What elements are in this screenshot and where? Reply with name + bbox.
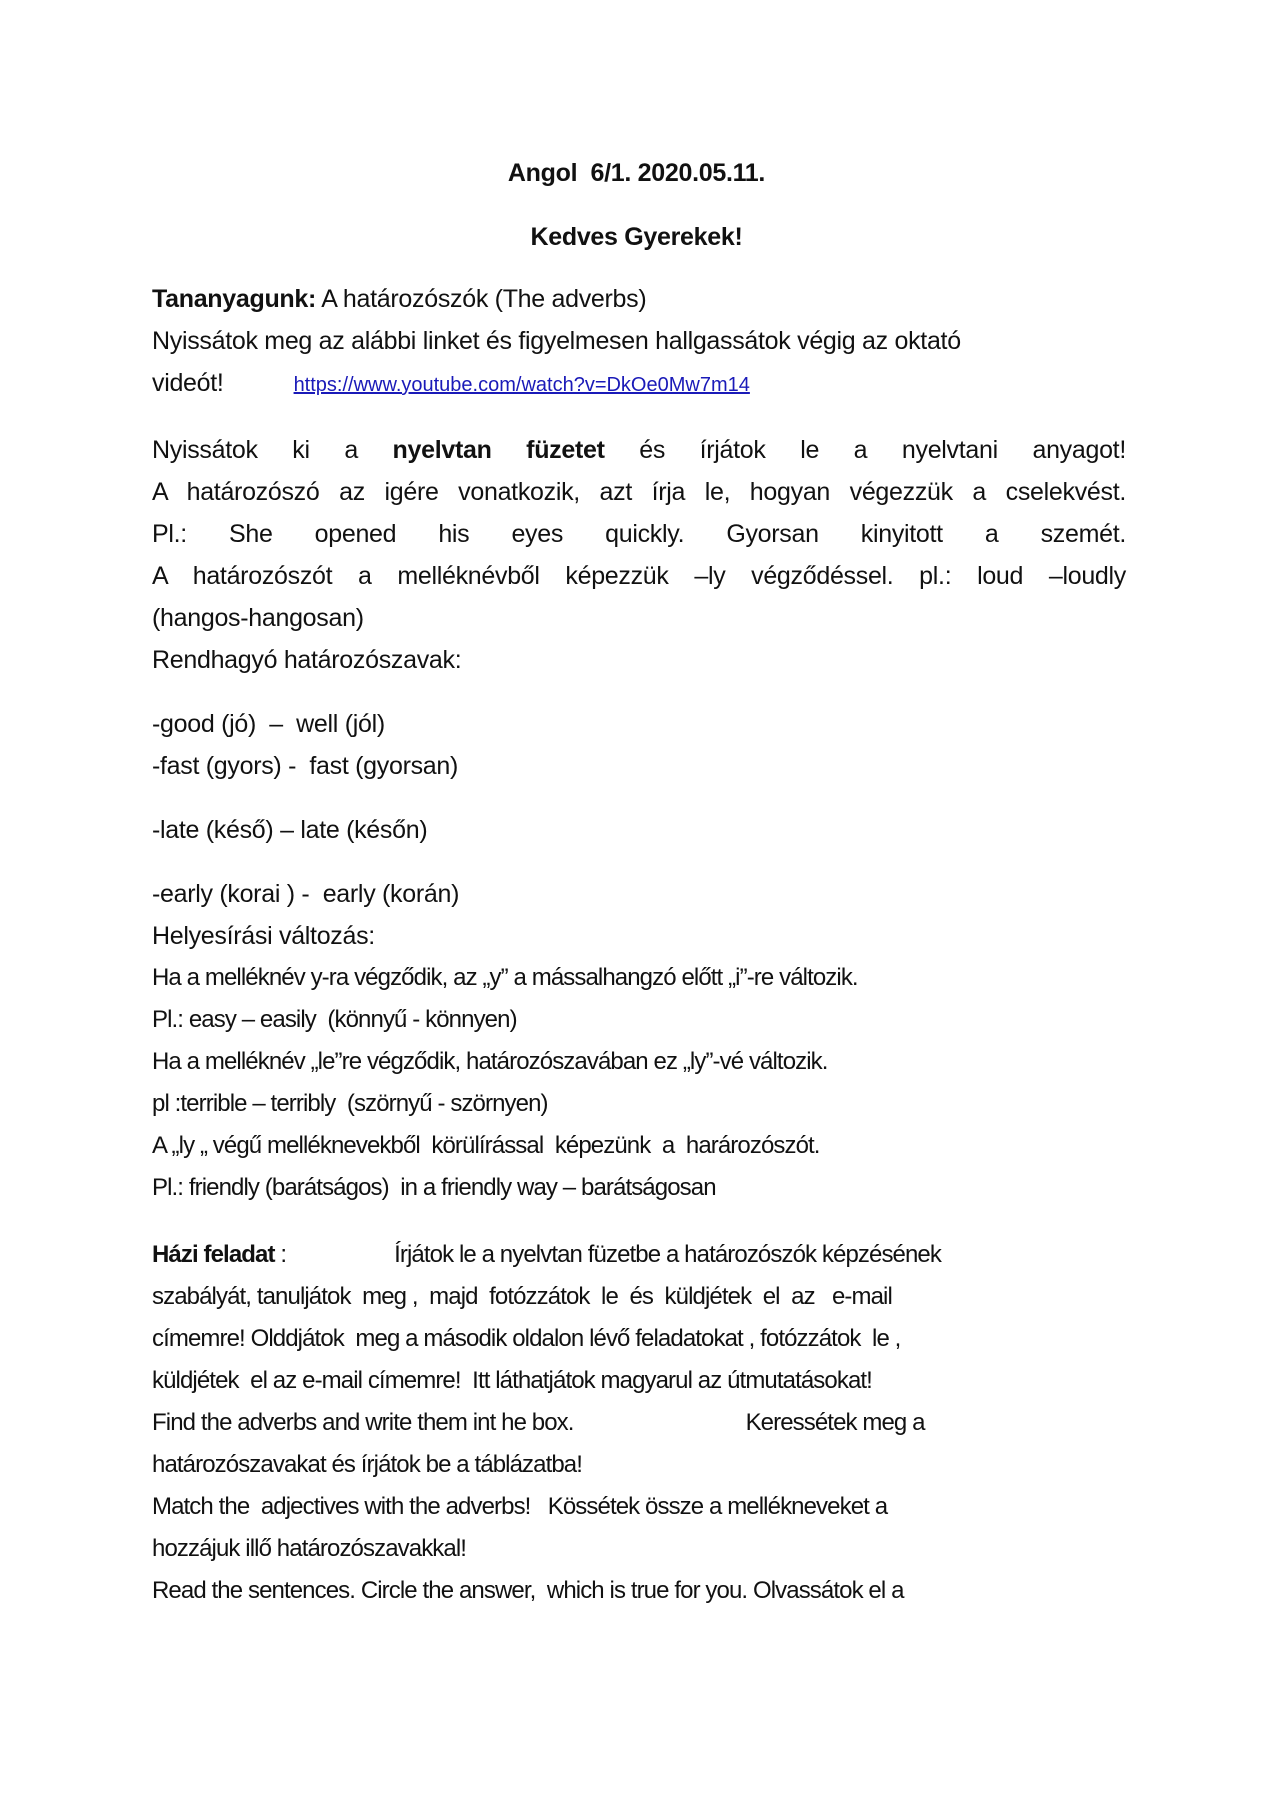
spelling-rule: A „ly „ végű melléknevekből körülírással képezünk a harározószót.	[152, 1132, 820, 1159]
homework-line-1	[152, 1240, 941, 1270]
topic-label: Tananyagunk:	[152, 285, 317, 313]
homework-text-1: Írjátok le a nyelvtan füzetbe a határozószók képzésének	[394, 1241, 941, 1268]
spelling-rule: Ha a melléknév y-ra végződik, az „y” a mássalhangzó előtt „i”-re változik.	[152, 964, 858, 991]
task-find-adverbs-hu: Keressétek meg a	[745, 1409, 925, 1436]
topic-line	[152, 284, 646, 314]
homework-label: Házi feladat	[152, 1241, 275, 1268]
example-english: Pl.: She opened his eyes quickly.	[152, 520, 685, 548]
irregular-item: -late (késő) – late (későn)	[152, 816, 428, 844]
grammar-line-1	[152, 435, 1126, 465]
spelling-rule: Ha a melléknév „le”re végződik, határozószavában ez „ly”-vé változik.	[152, 1048, 828, 1075]
irregular-heading: Rendhagyó határozószavak:	[152, 646, 462, 674]
instruction-videot: videót!	[152, 369, 224, 397]
homework-line-4: küldjétek el az e-mail címemre! Itt láthatjátok magyarul az útmutatásokat!	[152, 1367, 872, 1394]
task-find-adverbs: Find the adverbs and write them int he box.	[152, 1409, 574, 1436]
greeting: Kedves Gyerekek!	[530, 223, 743, 251]
grammar-bold-notebook: nyelvtan füzetet	[392, 436, 605, 464]
homework-line-6: határozószavakat és írjátok be a táblázatba!	[152, 1451, 583, 1478]
homework-line-8: hozzájuk illő határozószavakkal!	[152, 1535, 467, 1562]
grammar-line-1-pre: Nyissátok ki a	[152, 436, 393, 464]
instruction-line-2	[152, 368, 750, 400]
grammar-line-3	[152, 519, 1126, 549]
irregular-item: -good (jó) – well (jól)	[152, 710, 385, 738]
example-hungarian: Gyorsan kinyitott a szemét.	[726, 520, 1126, 548]
homework-line-5	[152, 1408, 925, 1438]
grammar-line-1-post: és írjátok le a nyelvtani anyagot!	[604, 436, 1126, 464]
grammar-line-2: A határozószó az igére vonatkozik, azt írja le, hogyan végezzük a cselekvést.	[152, 478, 1126, 506]
homework-line-3: címemre! Olddjátok meg a második oldalon lévő feladatokat , fotózzátok le ,	[152, 1325, 901, 1352]
homework-line-2: szabályát, tanuljátok meg , majd fotózzátok le és küldjétek el az e-mail	[152, 1283, 892, 1310]
grammar-line-4: A határozószót a melléknévből képezzük –ly végződéssel. pl.: loud –loudly	[152, 562, 1126, 590]
spelling-heading: Helyesírási változás:	[152, 922, 375, 950]
spelling-rule: pl :terrible – terribly (szörnyű - szörnyen)	[152, 1090, 548, 1117]
topic-text: A határozószók (The adverbs)	[316, 285, 647, 313]
grammar-line-5: (hangos-hangosan)	[152, 604, 364, 632]
spelling-rule: Pl.: friendly (barátságos) in a friendly way – barátságosan	[152, 1174, 716, 1201]
spelling-rule: Pl.: easy – easily (könnyű - könnyen)	[152, 1006, 517, 1033]
homework-line-7: Match the adjectives with the adverbs! Kössétek össze a mellékneveket a	[152, 1493, 888, 1520]
video-link[interactable]: https://www.youtube.com/watch?v=DkOe0Mw7m14	[293, 374, 750, 396]
homework-line-9: Read the sentences. Circle the answer, which is true for you. Olvassátok el a	[152, 1577, 904, 1604]
irregular-item: -fast (gyors) - fast (gyorsan)	[152, 752, 459, 780]
document-title: Angol 6/1. 2020.05.11.	[507, 159, 766, 187]
homework-label-suffix: :	[274, 1241, 287, 1268]
instruction-line-1: Nyissátok meg az alábbi linket és figyelmesen hallgassátok végig az oktató	[152, 327, 961, 355]
irregular-item: -early (korai ) - early (korán)	[152, 880, 460, 908]
